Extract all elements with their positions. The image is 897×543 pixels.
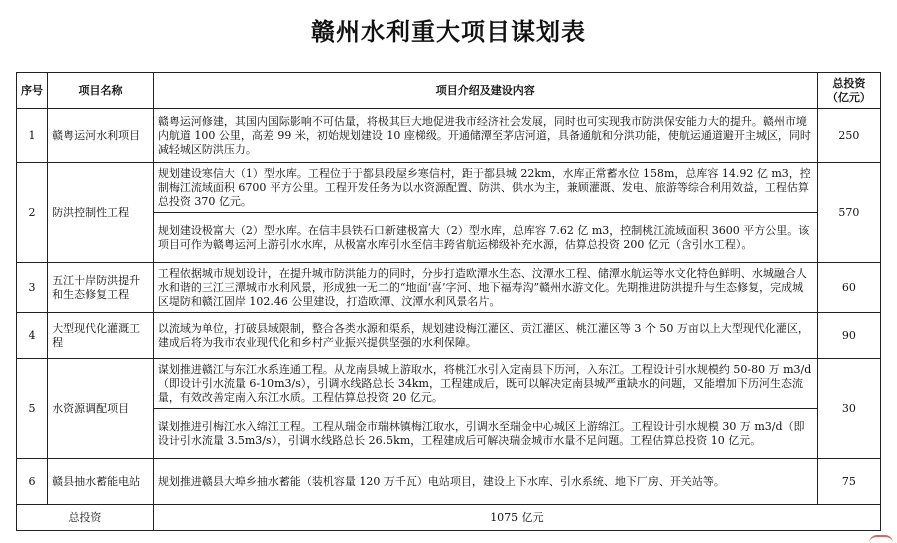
table-row <box>17 359 881 409</box>
total-row <box>17 505 881 531</box>
table-row <box>17 263 881 313</box>
row-desc: 谋划推进赣江与东江水系连通工程。从龙南县城上游取水，将桃江水引入定南县下历河，入东江。工程设计引水规模约 50-80 万 m3/d（即设计引水流量 6-10m3/s），引调水线路总长 34km，工程建成后，既可以解决定南县城严重缺水的问题，又能增加下历河生态流量，有效改善定南入东江水质。工程估算总投资 20 亿元。 <box>153 359 817 409</box>
project-table <box>16 72 881 531</box>
row-seq: 5 <box>17 359 48 459</box>
row-desc: 工程依据城市规划设计，在提升城市防洪能力的同时，分步打造欧潭水生态、汶潭水工程、储潭水航运等水文化特色鲜明、水城融合人水和谐的三江三潭城市水利风景，形成独一无二的“地面‘喜’字河、地下福寿沟”赣州水游文化。先期推进防洪提升与生态修复，完成城区堤防和赣江固岸 102.46 公里建设，打造欧潭、汶潭水利风景名片。 <box>153 263 817 313</box>
row-name: 防洪控制性工程 <box>48 163 154 263</box>
row-desc: 以流域为单位，打破县域限制，整合各类水源和渠系，规划建设梅江灌区、贡江灌区、桃江灌区等 3 个 50 万亩以上大型现代化灌区，建成后将为我市农业现代化和乡村产业振兴提供坚强的水利保障。 <box>153 313 817 359</box>
table-header-row <box>17 73 881 109</box>
row-desc: 规划建设寒信大（1）型水库。工程位于于都县段屋乡寒信村，距于都县城 22km，水库正常蓄水位 158m，总库容 14.92 亿 m3，控制梅江流域面积 6700 平方公里。工程开发任务为以水资源配置、防洪、供水为主，兼顾灌溉、发电、旅游等综合利用效益，工程估算总投资 370 亿元。 <box>153 163 817 213</box>
row-investment: 570 <box>817 163 880 263</box>
row-desc: 谋划推进引梅江水入绵江工程。工程从瑞金市瑞林镇梅江取水，引调水至瑞金中心城区上游绵江。工程设计引水规模 30 万 m3/d（即设计引水流量 3.5m3/s），引调水线路总长 26.5km，工程建成后可解决瑞金城市水量不足问题。工程估算总投资 10 亿元。 <box>153 409 817 459</box>
header-desc: 项目介绍及建设内容 <box>153 73 817 109</box>
row-seq: 1 <box>17 109 48 163</box>
table-row <box>17 313 881 359</box>
row-name: 赣粤运河水利项目 <box>48 109 154 163</box>
row-investment: 60 <box>817 263 880 313</box>
row-name: 赣县抽水蓄能电站 <box>48 459 154 505</box>
row-name: 大型现代化灌溉工程 <box>48 313 154 359</box>
row-seq: 3 <box>17 263 48 313</box>
table-row <box>17 459 881 505</box>
row-desc: 赣粤运河修建，其国内国际影响不可估量，将极其巨大地促进我市经济社会发展，同时也可实现我市防洪保安能力大的提升。赣州市境内航道 100 公里，高差 99 米，初始规划建设 10 座梯级。开通储潭至茅店河道，具备通航和分洪功能，使航运通道避开主城区，同时减轻城区防洪压力。 <box>153 109 817 163</box>
seal-mark <box>869 535 893 543</box>
row-seq: 6 <box>17 459 48 505</box>
row-seq: 2 <box>17 163 48 263</box>
row-name: 五江十岸防洪提升和生态修复工程 <box>48 263 154 313</box>
header-seq: 序号 <box>17 73 48 109</box>
header-name: 项目名称 <box>48 73 154 109</box>
row-seq: 4 <box>17 313 48 359</box>
row-desc: 规划推进赣县大埠乡抽水蓄能（装机容量 120 万千瓦）电站项目，建设上下水库、引水系统、地下厂房、开关站等。 <box>153 459 817 505</box>
header-investment: 总投资（亿元） <box>817 73 880 109</box>
row-investment: 250 <box>817 109 880 163</box>
row-name: 水资源调配项目 <box>48 359 154 459</box>
row-desc: 规划建设极富大（2）型水库。在信丰县铁石口新建极富大（2）型水库，总库容 7.62 亿 m3，控制桃江流域面积 3600 平方公里。该项目可作为赣粤运河上游引水水库，从极富水库引水至信丰跨省航运梯级补充水源，估算总投资 200 亿元（含引水工程）。 <box>153 213 817 263</box>
table-row <box>17 163 881 213</box>
total-label: 总投资 <box>17 505 154 531</box>
row-investment: 75 <box>817 459 880 505</box>
total-value: 1075 亿元 <box>153 505 880 531</box>
row-investment: 30 <box>817 359 880 459</box>
row-investment: 90 <box>817 313 880 359</box>
page-title: 赣州水利重大项目谋划表 <box>311 18 586 46</box>
table-row <box>17 109 881 163</box>
